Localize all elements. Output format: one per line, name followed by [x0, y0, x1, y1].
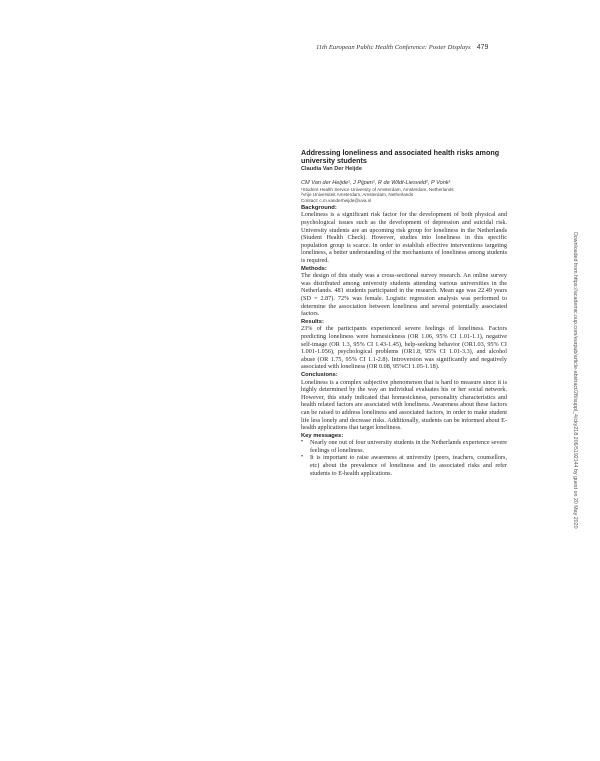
running-header [316, 44, 488, 51]
background-text: Loneliness is a significant risk factor for the development of both physical and psychological issues such as the development of depression and suicidal risk. University students are an upcoming risk group for loneliness in the Netherlands (Student Health Check). However, studies into loneliness in this specific population group is scarce. In order to establish effective interventions targeting loneliness, a better understanding of the mechanisms of loneliness among students is required. [301, 211, 507, 265]
author-list: CM Van der Heijde¹, J Pijpen¹, R de Wildt-Liesveld², P Vonk¹ [301, 180, 451, 186]
key-message [301, 454, 507, 477]
page-number: 479 [476, 44, 489, 51]
key-messages-list [301, 439, 507, 477]
background-heading: Background: [301, 204, 337, 211]
key-message-text: Nearly one out of four university students in the Netherlands experience severe feelings of loneliness. [310, 439, 507, 454]
key-messages-heading: Key messages: [301, 432, 344, 439]
key-message [301, 439, 507, 454]
download-watermark: Downloaded from https://academic.oup.com/eurpub/article-abstract/28/suppl_4/cky218.206/5192144 by guest on 20 May 2020 [572, 232, 578, 529]
journal-title: 11th European Public Health Conference: Poster Displays [316, 44, 471, 51]
key-message-text: It is important to raise awareness at university (peers, teachers, counsellors, etc) about the prevalence of loneliness and its associated risks and refer students to E-health applications. [310, 454, 507, 477]
bullet-icon: • [301, 454, 304, 461]
article-title: Addressing loneliness and associated health risks among university students [301, 148, 500, 165]
methods-heading: Methods: [301, 265, 327, 272]
affiliation-2: ²Vrije Universiteit Amsterdam, Amsterdam, Netherlands [301, 192, 414, 198]
methods-text: The design of this study was a cross-sectional survey research. An online survey was distributed among university students attending various universities in the Netherlands. 481 students participated in the research. Mean age was 22.49 years (SD = 2.87). 72% was female. Logistic regression analysis was performed to determine the association between loneliness and several potentially associated factors. [301, 272, 507, 318]
presenting-author: Claudia Van Der Heijde [301, 166, 362, 172]
results-heading: Results: [301, 318, 324, 325]
conclusions-heading: Conclusions: [301, 371, 338, 378]
bullet-icon: • [301, 439, 304, 446]
abstract [301, 149, 507, 477]
contact-email[interactable]: Contact: c.m.vanderheijde@uva.nl [301, 198, 372, 204]
conclusions-text: Loneliness is a complex subjective phenomenon that is hard to measure since it is highly determined by the way an individual evaluates his or her social network. However, this study indicated that homesickness, personality characteristics and health related factors are associated with loneliness. Awareness about these factors can be raised to address loneliness and associated factors, in order to make student life less lonely and decrease risks. Additionally, students can be informed about E-health applications that target loneliness. [301, 378, 507, 432]
affiliation-1: ¹Student Health Service University of Amsterdam, Amsterdam, Netherlands [301, 186, 454, 192]
results-text: 23% of the participants experienced severe feelings of loneliness. Factors predicting loneliness were homesickness (OR 1.06, 95% CI 1.01-1.1), negative self-image (OR 1.3, 95% CI 1.43-1.45), help-seeking behavior (OR1.03, 95% CI 1.001-1.056), psychological problems (OR1.8, 95% CI 1.01-3.3), and alcohol abuse (OR 1.75, 95% CI 1.1-2.8). Introversion was significantly and negatively associated with loneliness (OR 0.08, 95%CI 1.05-1.18). [301, 325, 507, 371]
